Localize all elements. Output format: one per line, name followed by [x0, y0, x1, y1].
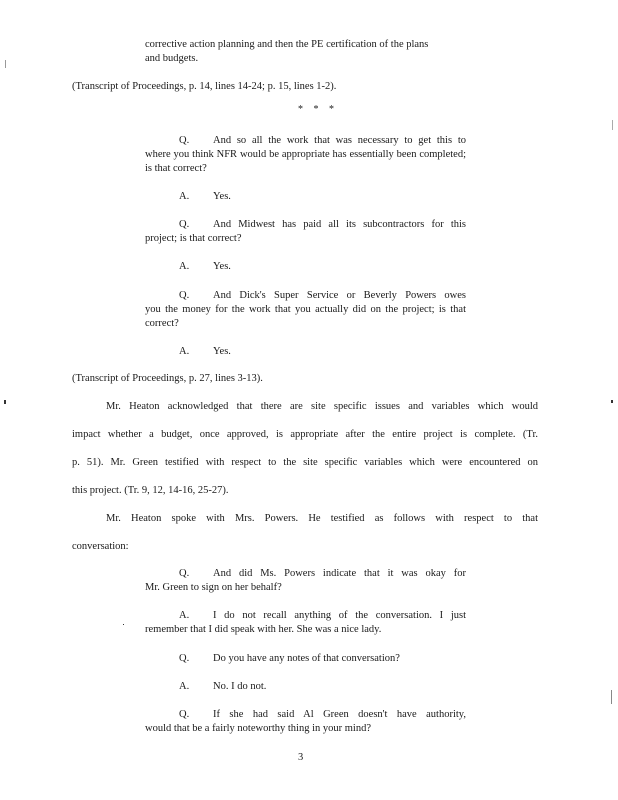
paragraph-line: conversation:: [72, 541, 129, 552]
qa-label: Q.: [179, 135, 190, 146]
qa-text: And Dick's Super Service or Beverly Powers owes: [213, 290, 466, 301]
qa-entry: [145, 260, 466, 274]
qa-text: No. I do not.: [213, 681, 267, 692]
qa-entry: [145, 680, 466, 694]
qa-entry: [145, 190, 466, 204]
qa-text: And Midwest has paid all its subcontractors for this: [213, 219, 466, 230]
scan-artifact: [4, 400, 6, 404]
transcript-citation: (Transcript of Proceedings, p. 27, lines 3-13).: [72, 373, 263, 384]
qa-text: And so all the work that was necessary to get this to: [213, 135, 466, 146]
quote-line: corrective action planning and then the PE certification of the plans: [145, 39, 429, 50]
paragraph-line: this project. (Tr. 9, 12, 14-16, 25-27).: [72, 485, 229, 496]
page-number: 3: [298, 752, 304, 763]
qa-text: And did Ms. Powers indicate that it was okay for: [213, 568, 466, 579]
qa-entry: [145, 708, 466, 736]
qa-label: Q.: [179, 709, 190, 720]
qa-text-continued: would that be a fairly noteworthy thing in your mind?: [145, 723, 371, 734]
qa-text-continued: remember that I did speak with her. She was a nice lady.: [145, 624, 382, 635]
qa-label: A.: [179, 261, 190, 272]
scan-artifact: [611, 690, 612, 704]
qa-text: Yes.: [213, 261, 231, 272]
qa-text: I do not recall anything of the conversation. I just: [213, 610, 466, 621]
transcript-citation: (Transcript of Proceedings, p. 14, lines 14-24; p. 15, lines 1-2).: [72, 81, 337, 92]
body-paragraph: [72, 400, 538, 512]
qa-text: Do you have any notes of that conversation?: [213, 653, 400, 664]
qa-text-continued: where you think NFR would be appropriate has essentially been completed; is that correct?: [145, 149, 466, 174]
qa-label: Q.: [179, 290, 190, 301]
qa-label: Q.: [179, 219, 190, 230]
qa-entry: [145, 609, 466, 637]
qa-entry: [145, 345, 466, 359]
qa-text: Yes.: [213, 346, 231, 357]
scan-artifact: [611, 400, 613, 403]
qa-entry: [145, 567, 466, 595]
qa-label: A.: [179, 191, 190, 202]
paragraph-line: Mr. Heaton acknowledged that there are site specific issues and variables which would: [106, 401, 538, 412]
qa-label: A.: [179, 610, 190, 621]
qa-text-continued: project; is that correct?: [145, 233, 242, 244]
qa-label: A.: [179, 346, 190, 357]
scan-artifact: [612, 120, 613, 130]
paragraph-line: impact whether a budget, once approved, is appropriate after the entire project is complete. (Tr.: [72, 429, 538, 440]
section-separator: * * *: [298, 104, 338, 115]
qa-entry: [145, 652, 466, 666]
quote-line: and budgets.: [145, 53, 199, 64]
scan-artifact: [5, 60, 6, 68]
qa-label: Q.: [179, 653, 190, 664]
qa-text-continued: Mr. Green to sign on her behalf?: [145, 582, 282, 593]
qa-text: If she had said Al Green doesn't have authority,: [213, 709, 466, 720]
qa-entry: [145, 289, 466, 331]
scan-artifact: [123, 624, 124, 625]
body-paragraph: [72, 512, 538, 568]
qa-label: A.: [179, 681, 190, 692]
paragraph-line: Mr. Heaton spoke with Mrs. Powers. He testified as follows with respect to that: [106, 513, 538, 524]
qa-text: Yes.: [213, 191, 231, 202]
paragraph-line: p. 51). Mr. Green testified with respect to the site specific variables which were encountered on: [72, 457, 538, 468]
qa-text-continued: you the money for the work that you actually did on the project; is that correct?: [145, 304, 466, 329]
qa-entry: [145, 218, 466, 246]
qa-entry: [145, 134, 466, 176]
qa-label: Q.: [179, 568, 190, 579]
